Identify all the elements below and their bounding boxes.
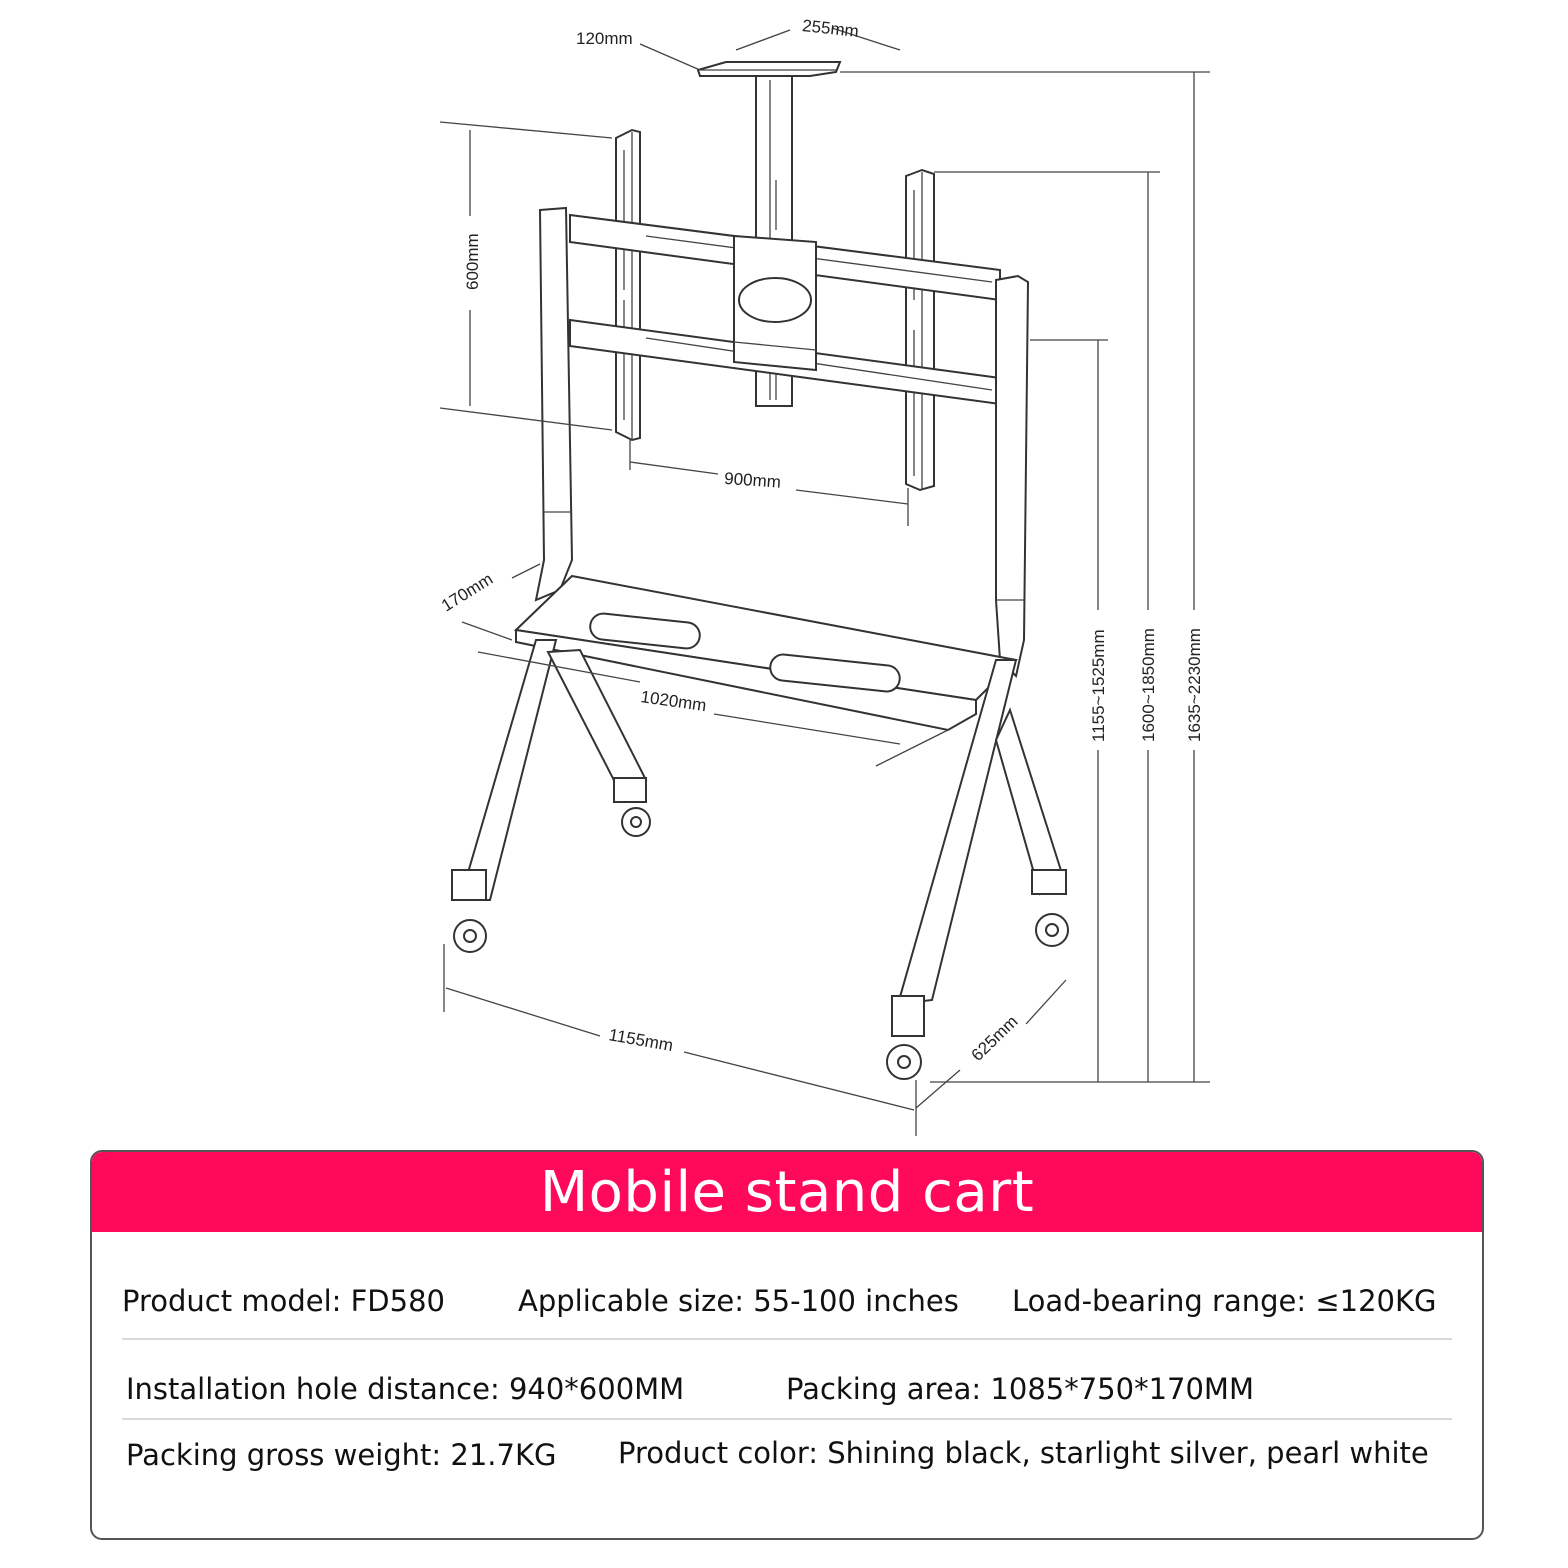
- card-header: [92, 1152, 1482, 1232]
- spec-hole-distance: Installation hole distance: 940*600MM: [126, 1372, 685, 1406]
- spec-product-model: Product model: FD580: [122, 1284, 445, 1318]
- spec-packing-area: Packing area: 1085*750*170MM: [786, 1372, 1254, 1406]
- left-upright: [536, 208, 572, 600]
- spec-card: [90, 1150, 1484, 1540]
- dim-base-width: 1155mm: [607, 1025, 675, 1056]
- dim-height-bracket: 1600~1850mm: [1139, 628, 1158, 742]
- left-vesa-bracket: [616, 130, 640, 440]
- dim-bracket-spacing: 900mm: [723, 468, 782, 492]
- dim-top-length: 120mm: [576, 29, 633, 48]
- right-upright: [996, 276, 1028, 676]
- right-vesa-bracket: [906, 170, 934, 490]
- dim-height-shelf: 1155~1525mm: [1089, 629, 1108, 742]
- spec-applicable-size: Applicable size: 55-100 inches: [518, 1284, 959, 1318]
- dim-bracket-height: 600mm: [463, 233, 482, 290]
- spec-gross-weight: Packing gross weight: 21.7KG: [126, 1438, 557, 1472]
- dim-height-total: 1635~2230mm: [1185, 628, 1204, 742]
- row-divider: [122, 1418, 1452, 1420]
- card-title: Mobile stand cart: [539, 1159, 1035, 1225]
- dim-shelf-depth: 170mm: [438, 569, 497, 616]
- spec-load-bearing: Load-bearing range: ≤120KG: [1012, 1284, 1437, 1318]
- spec-product-color: Product color: Shining black, starlight silver, pearl white: [618, 1436, 1429, 1470]
- dim-top-width: 255mm: [801, 16, 860, 41]
- dim-base-depth: 625mm: [967, 1011, 1022, 1065]
- dim-shelf-width: 1020mm: [639, 687, 708, 716]
- row-divider: [122, 1338, 1452, 1340]
- casters: [454, 808, 1068, 1079]
- center-mount: [734, 236, 816, 370]
